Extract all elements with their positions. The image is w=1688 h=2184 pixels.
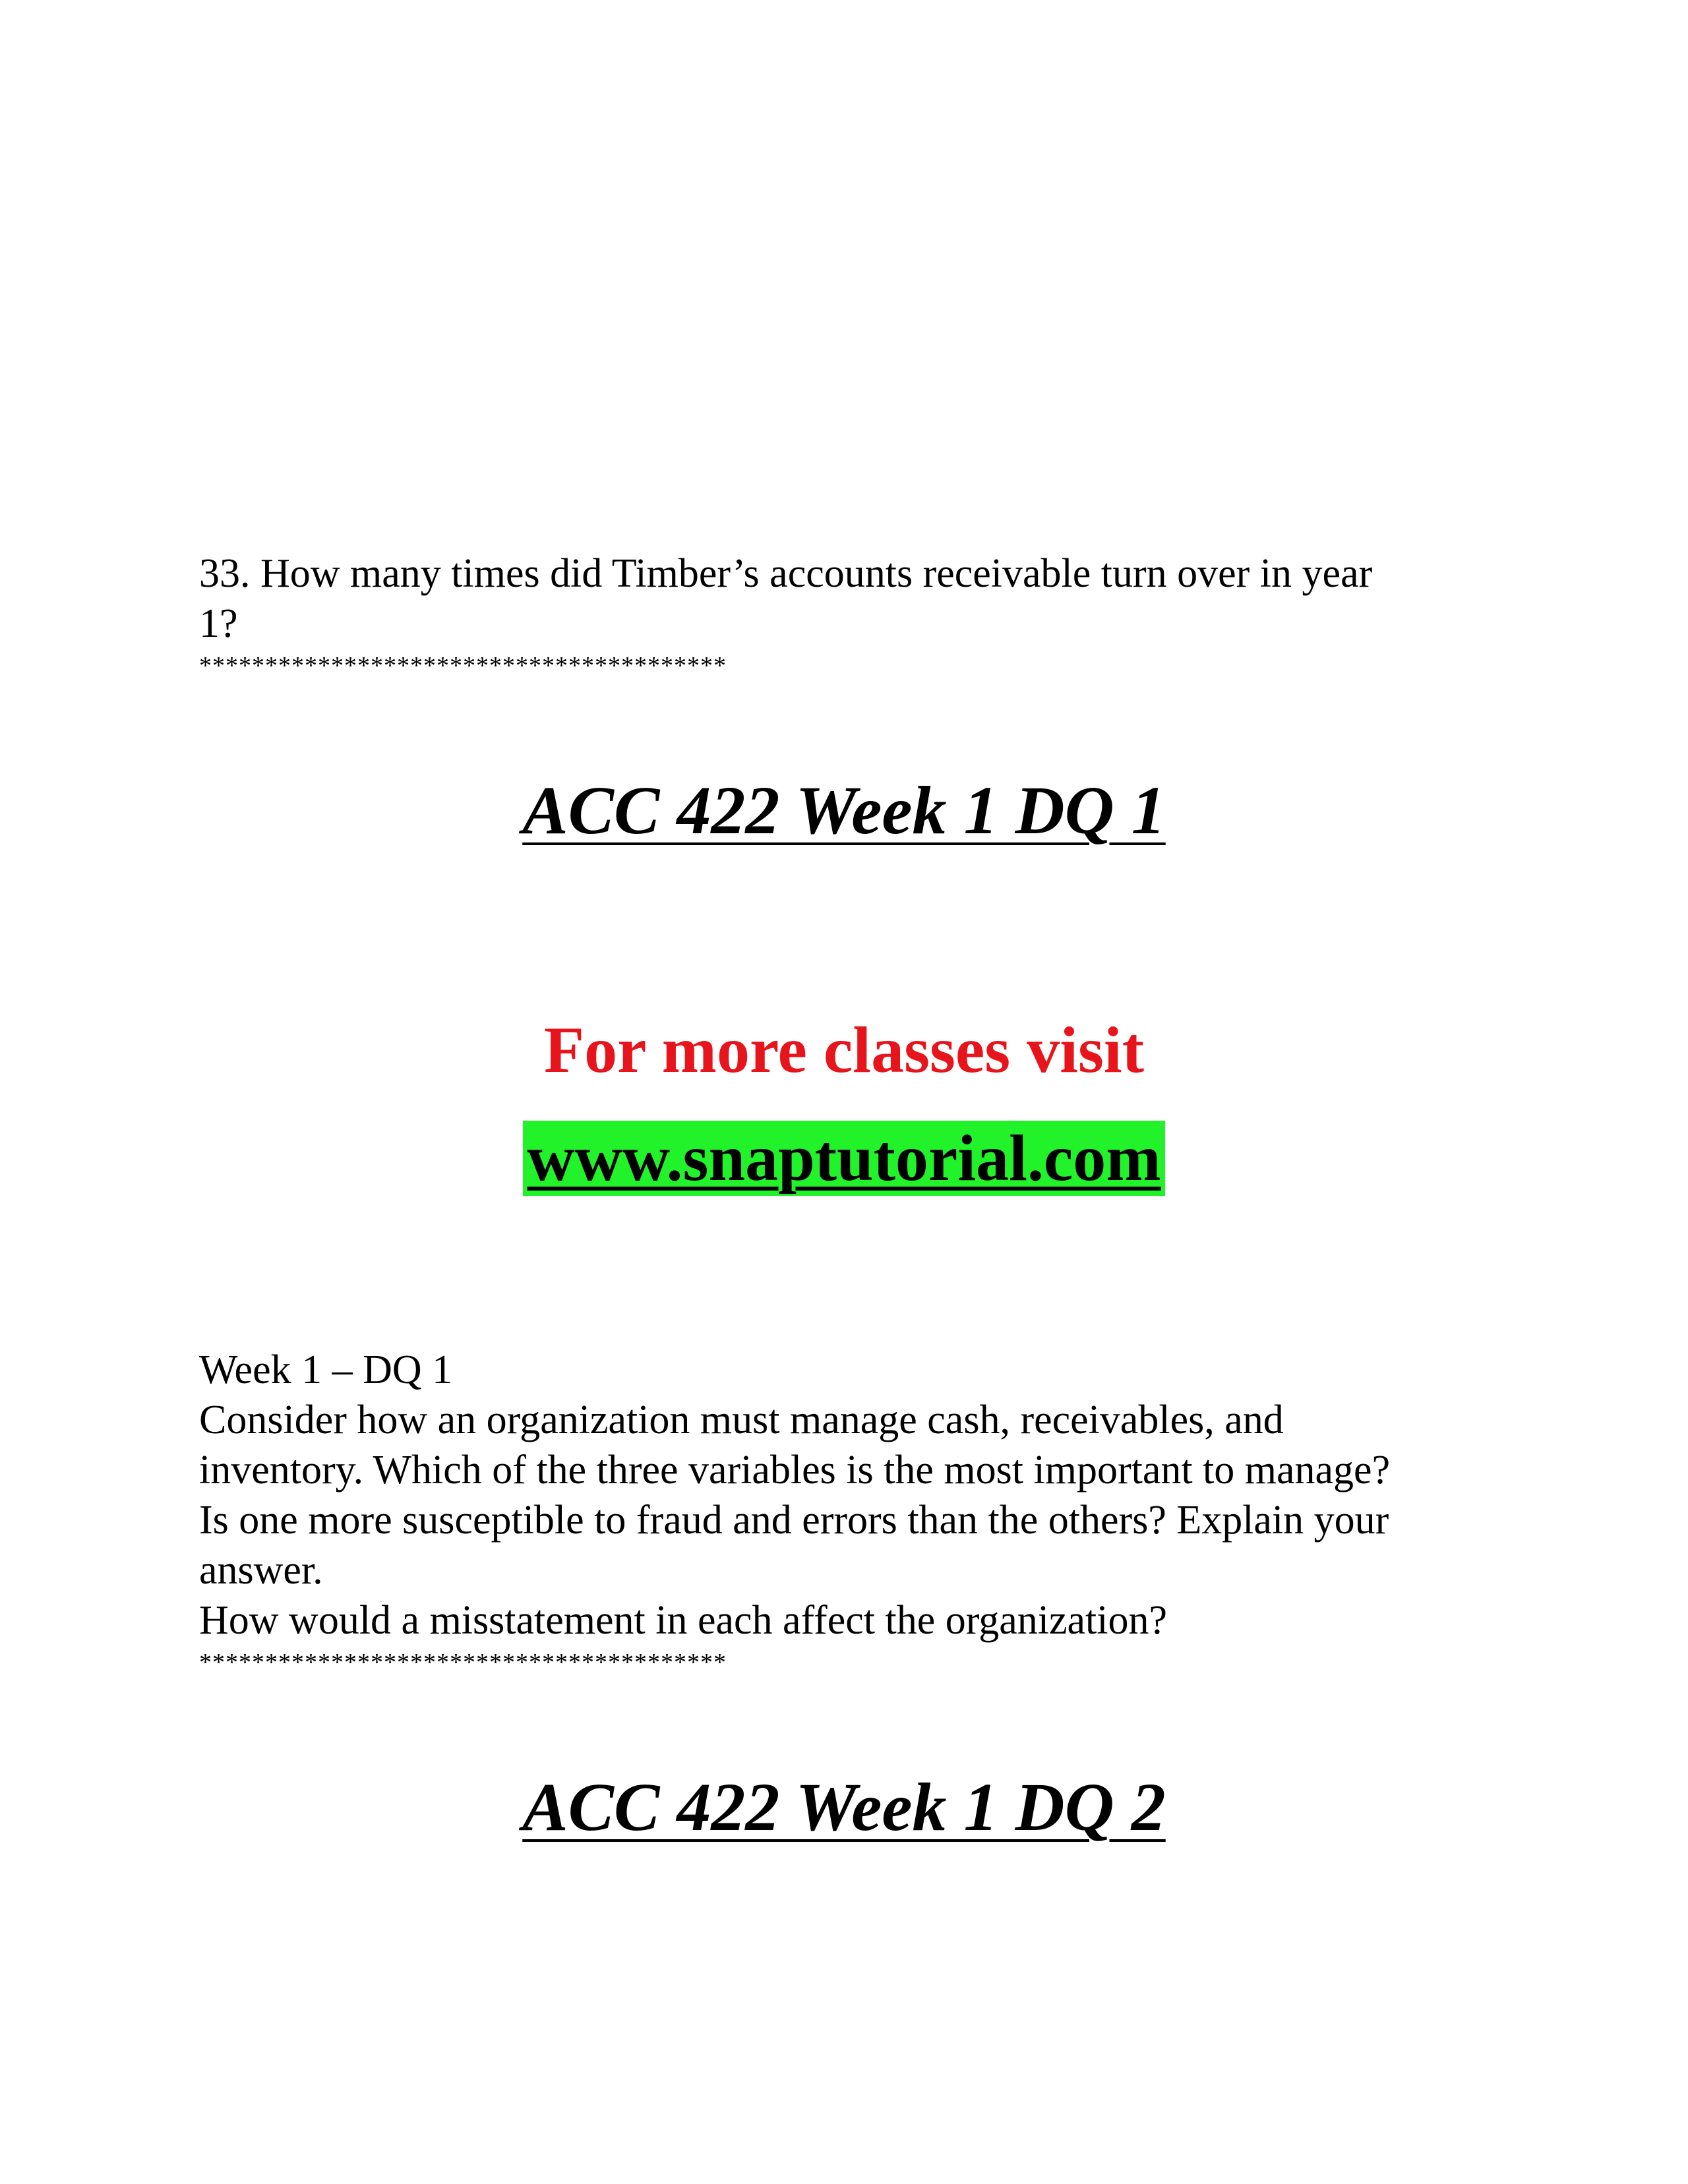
dq1-line-3: Is one more susceptible to fraud and errors than the others? Explain your: [199, 1498, 1389, 1543]
separator-2: ****************************************: [199, 1649, 727, 1676]
separator-1: ****************************************: [199, 652, 727, 680]
promo-text: For more classes visit: [543, 1013, 1144, 1086]
heading-week1-dq1: ACC 422 Week 1 DQ 1: [522, 773, 1166, 848]
promo-link-wrap: [0, 1121, 1688, 1196]
dq1-line-2: inventory. Which of the three variables is the most important to manage?: [199, 1448, 1391, 1492]
dq1-line-5: How would a misstatement in each affect the organization?: [199, 1598, 1167, 1643]
dq1-line-4: answer.: [199, 1548, 323, 1593]
question-line-1: 33. How many times did Timber’s accounts receivable turn over in year: [199, 551, 1373, 596]
dq1-title: Week 1 – DQ 1: [199, 1347, 453, 1392]
promo-link[interactable]: www.snaptutorial.com: [523, 1121, 1164, 1196]
question-line-2: 1?: [199, 601, 238, 646]
heading-week1-dq2: ACC 422 Week 1 DQ 2: [522, 1769, 1166, 1845]
dq1-line-1: Consider how an organization must manage cash, receivables, and: [199, 1398, 1284, 1442]
